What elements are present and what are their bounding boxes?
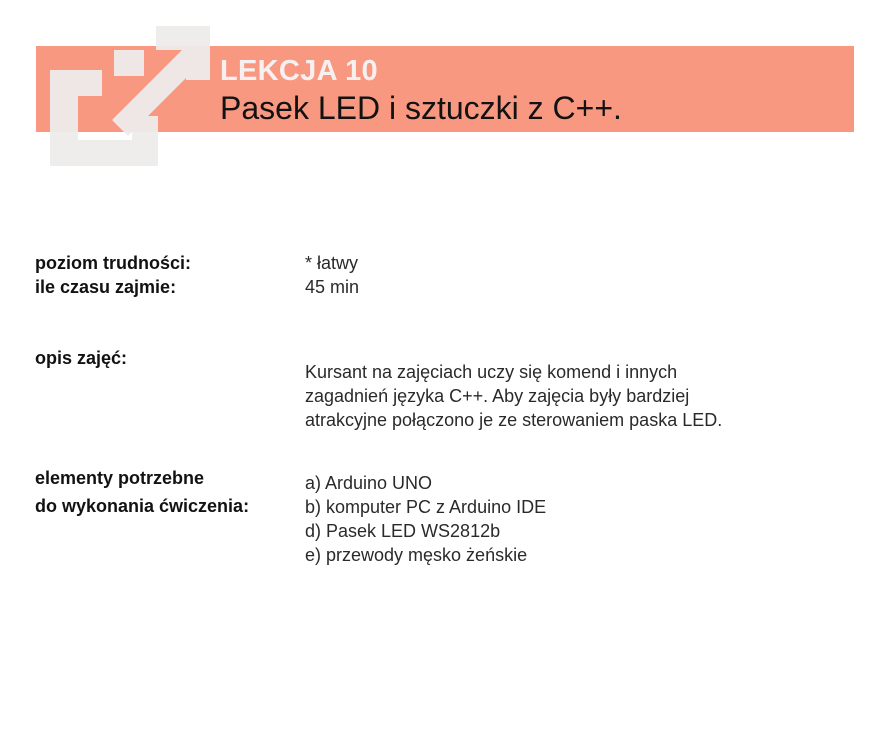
- arrow-expand-icon: [36, 20, 226, 180]
- list-item: a) Arduino UNO: [305, 473, 433, 493]
- requirements-label-line2: do wykonania ćwiczenia:: [35, 496, 250, 516]
- description-text: [305, 360, 722, 432]
- list-item: b) komputer PC z Arduino IDE: [305, 497, 547, 517]
- lesson-number: LEKCJA 10: [220, 55, 378, 87]
- difficulty-value: * łatwy: [305, 253, 359, 273]
- duration-label: ile czasu zajmie:: [35, 277, 177, 297]
- description-line: Kursant na zajęciach uczy się komend i innych: [305, 362, 678, 382]
- description-line: atrakcyjne połączono je ze sterowaniem paska LED.: [305, 410, 723, 430]
- lesson-title: Pasek LED i sztuczki z C++.: [220, 90, 622, 126]
- description-label: opis zajęć:: [35, 348, 128, 368]
- duration-value: 45 min: [305, 277, 360, 297]
- description-line: zagadnień języka C++. Aby zajęcia były bardziej: [305, 386, 690, 406]
- difficulty-label: poziom trudności:: [35, 253, 191, 273]
- list-item: d) Pasek LED WS2812b: [305, 521, 501, 541]
- requirements-label-line1: elementy potrzebne: [35, 468, 205, 488]
- requirements-list: [305, 471, 546, 567]
- list-item: e) przewody męsko żeńskie: [305, 545, 528, 565]
